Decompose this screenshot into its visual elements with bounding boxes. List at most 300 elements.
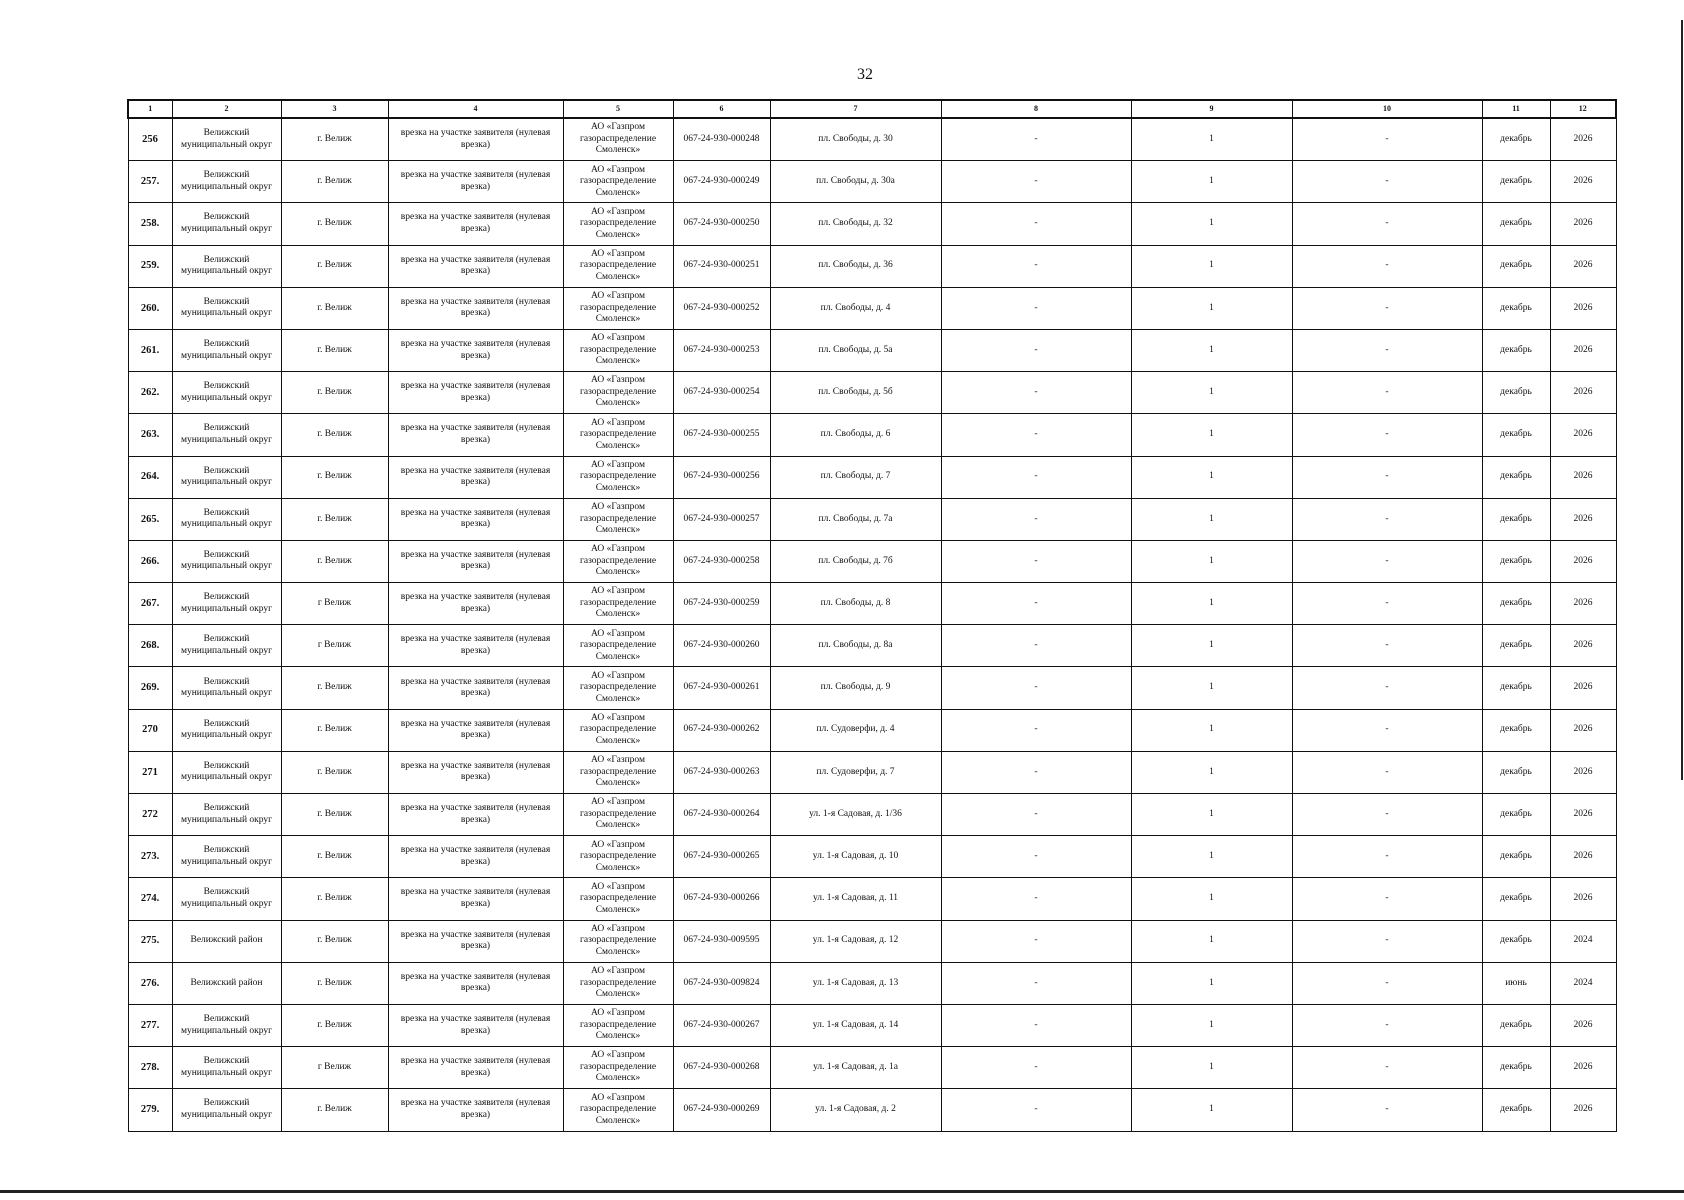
column-header-10: 10 bbox=[1292, 100, 1482, 118]
table-row bbox=[128, 203, 1616, 245]
work-type-cell: врезка на участке заявителя (нулевая врезка) bbox=[388, 287, 563, 329]
header-row bbox=[128, 100, 1616, 118]
column-9-cell: 1 bbox=[1131, 540, 1292, 582]
organization-cell: АО «Газпром газораспределение Смоленск» bbox=[563, 456, 673, 498]
column-9-cell: 1 bbox=[1131, 794, 1292, 836]
column-10-cell: - bbox=[1292, 456, 1482, 498]
year-cell: 2026 bbox=[1550, 878, 1616, 920]
district-cell: Велижский район bbox=[172, 920, 281, 962]
city-cell: г. Велиж bbox=[281, 161, 388, 203]
object-code-cell: 067-24-930-000258 bbox=[673, 540, 770, 582]
address-cell: ул. 1-я Садовая, д. 10 bbox=[770, 836, 941, 878]
organization-cell: АО «Газпром газораспределение Смоленск» bbox=[563, 1004, 673, 1046]
column-8-cell: - bbox=[941, 920, 1131, 962]
year-cell: 2026 bbox=[1550, 203, 1616, 245]
work-type-cell: врезка на участке заявителя (нулевая врезка) bbox=[388, 962, 563, 1004]
district-cell: Велижский муниципальный округ bbox=[172, 287, 281, 329]
column-header-1: 1 bbox=[128, 100, 172, 118]
district-cell: Велижский муниципальный округ bbox=[172, 372, 281, 414]
city-cell: г. Велиж bbox=[281, 1089, 388, 1131]
column-9-cell: 1 bbox=[1131, 878, 1292, 920]
table-row bbox=[128, 245, 1616, 287]
month-cell: декабрь bbox=[1482, 878, 1550, 920]
row-number: 279. bbox=[128, 1089, 172, 1131]
column-10-cell: - bbox=[1292, 583, 1482, 625]
row-number: 278. bbox=[128, 1047, 172, 1089]
city-cell: г. Велиж bbox=[281, 920, 388, 962]
month-cell: декабрь bbox=[1482, 161, 1550, 203]
month-cell: декабрь bbox=[1482, 794, 1550, 836]
work-type-cell: врезка на участке заявителя (нулевая врезка) bbox=[388, 245, 563, 287]
table-header bbox=[128, 100, 1616, 118]
column-10-cell: - bbox=[1292, 118, 1482, 161]
district-cell: Велижский муниципальный округ bbox=[172, 161, 281, 203]
column-header-7: 7 bbox=[770, 100, 941, 118]
organization-cell: АО «Газпром газораспределение Смоленск» bbox=[563, 709, 673, 751]
year-cell: 2026 bbox=[1550, 540, 1616, 582]
object-code-cell: 067-24-930-000255 bbox=[673, 414, 770, 456]
table-row bbox=[128, 920, 1616, 962]
organization-cell: АО «Газпром газораспределение Смоленск» bbox=[563, 962, 673, 1004]
year-cell: 2026 bbox=[1550, 161, 1616, 203]
year-cell: 2026 bbox=[1550, 751, 1616, 793]
city-cell: г. Велиж bbox=[281, 836, 388, 878]
organization-cell: АО «Газпром газораспределение Смоленск» bbox=[563, 836, 673, 878]
organization-cell: АО «Газпром газораспределение Смоленск» bbox=[563, 1089, 673, 1131]
table-row bbox=[128, 372, 1616, 414]
row-number: 264. bbox=[128, 456, 172, 498]
column-9-cell: 1 bbox=[1131, 372, 1292, 414]
month-cell: декабрь bbox=[1482, 287, 1550, 329]
column-8-cell: - bbox=[941, 1047, 1131, 1089]
district-cell: Велижский муниципальный округ bbox=[172, 667, 281, 709]
address-cell: пл. Свободы, д. 7 bbox=[770, 456, 941, 498]
column-header-2: 2 bbox=[172, 100, 281, 118]
organization-cell: АО «Газпром газораспределение Смоленск» bbox=[563, 329, 673, 371]
district-cell: Велижский муниципальный округ bbox=[172, 1047, 281, 1089]
column-9-cell: 1 bbox=[1131, 836, 1292, 878]
district-cell: Велижский район bbox=[172, 962, 281, 1004]
month-cell: декабрь bbox=[1482, 372, 1550, 414]
column-9-cell: 1 bbox=[1131, 329, 1292, 371]
row-number: 256 bbox=[128, 118, 172, 161]
address-cell: ул. 1-я Садовая, д. 11 bbox=[770, 878, 941, 920]
month-cell: декабрь bbox=[1482, 1004, 1550, 1046]
column-10-cell: - bbox=[1292, 203, 1482, 245]
year-cell: 2026 bbox=[1550, 709, 1616, 751]
row-number: 272 bbox=[128, 794, 172, 836]
column-8-cell: - bbox=[941, 878, 1131, 920]
year-cell: 2026 bbox=[1550, 329, 1616, 371]
column-8-cell: - bbox=[941, 245, 1131, 287]
table-row bbox=[128, 583, 1616, 625]
table-row bbox=[128, 836, 1616, 878]
row-number: 257. bbox=[128, 161, 172, 203]
column-9-cell: 1 bbox=[1131, 1089, 1292, 1131]
column-8-cell: - bbox=[941, 498, 1131, 540]
column-10-cell: - bbox=[1292, 962, 1482, 1004]
row-number: 269. bbox=[128, 667, 172, 709]
district-cell: Велижский муниципальный округ bbox=[172, 625, 281, 667]
address-cell: ул. 1-я Садовая, д. 14 bbox=[770, 1004, 941, 1046]
row-number: 270 bbox=[128, 709, 172, 751]
column-8-cell: - bbox=[941, 794, 1131, 836]
object-code-cell: 067-24-930-000263 bbox=[673, 751, 770, 793]
object-code-cell: 067-24-930-000266 bbox=[673, 878, 770, 920]
address-cell: пл. Свободы, д. 30 bbox=[770, 118, 941, 161]
city-cell: г. Велиж bbox=[281, 962, 388, 1004]
column-header-9: 9 bbox=[1131, 100, 1292, 118]
address-cell: ул. 1-я Садовая, д. 12 bbox=[770, 920, 941, 962]
column-8-cell: - bbox=[941, 836, 1131, 878]
column-8-cell: - bbox=[941, 709, 1131, 751]
table-row bbox=[128, 751, 1616, 793]
row-number: 258. bbox=[128, 203, 172, 245]
address-cell: ул. 1-я Садовая, д. 13 bbox=[770, 962, 941, 1004]
table-body bbox=[128, 118, 1616, 1131]
address-cell: пл. Свободы, д. 32 bbox=[770, 203, 941, 245]
column-8-cell: - bbox=[941, 667, 1131, 709]
column-9-cell: 1 bbox=[1131, 583, 1292, 625]
table-row bbox=[128, 498, 1616, 540]
object-code-cell: 067-24-930-009824 bbox=[673, 962, 770, 1004]
column-header-6: 6 bbox=[673, 100, 770, 118]
work-type-cell: врезка на участке заявителя (нулевая врезка) bbox=[388, 161, 563, 203]
organization-cell: АО «Газпром газораспределение Смоленск» bbox=[563, 1047, 673, 1089]
table-row bbox=[128, 709, 1616, 751]
month-cell: июнь bbox=[1482, 962, 1550, 1004]
work-type-cell: врезка на участке заявителя (нулевая врезка) bbox=[388, 414, 563, 456]
column-8-cell: - bbox=[941, 372, 1131, 414]
object-code-cell: 067-24-930-000260 bbox=[673, 625, 770, 667]
month-cell: декабрь bbox=[1482, 920, 1550, 962]
city-cell: г. Велиж bbox=[281, 456, 388, 498]
column-9-cell: 1 bbox=[1131, 118, 1292, 161]
organization-cell: АО «Газпром газораспределение Смоленск» bbox=[563, 203, 673, 245]
column-8-cell: - bbox=[941, 161, 1131, 203]
work-type-cell: врезка на участке заявителя (нулевая врезка) bbox=[388, 1047, 563, 1089]
table-row bbox=[128, 962, 1616, 1004]
city-cell: г. Велиж bbox=[281, 540, 388, 582]
organization-cell: АО «Газпром газораспределение Смоленск» bbox=[563, 878, 673, 920]
column-header-5: 5 bbox=[563, 100, 673, 118]
column-9-cell: 1 bbox=[1131, 962, 1292, 1004]
table-row bbox=[128, 329, 1616, 371]
work-type-cell: врезка на участке заявителя (нулевая врезка) bbox=[388, 372, 563, 414]
year-cell: 2026 bbox=[1550, 794, 1616, 836]
column-header-8: 8 bbox=[941, 100, 1131, 118]
table-row bbox=[128, 794, 1616, 836]
year-cell: 2026 bbox=[1550, 1004, 1616, 1046]
table-row bbox=[128, 1089, 1616, 1131]
year-cell: 2026 bbox=[1550, 498, 1616, 540]
city-cell: г. Велиж bbox=[281, 118, 388, 161]
column-8-cell: - bbox=[941, 583, 1131, 625]
address-cell: пл. Свободы, д. 9 bbox=[770, 667, 941, 709]
month-cell: декабрь bbox=[1482, 1047, 1550, 1089]
column-10-cell: - bbox=[1292, 667, 1482, 709]
work-type-cell: врезка на участке заявителя (нулевая врезка) bbox=[388, 203, 563, 245]
month-cell: декабрь bbox=[1482, 625, 1550, 667]
city-cell: г. Велиж bbox=[281, 709, 388, 751]
column-9-cell: 1 bbox=[1131, 203, 1292, 245]
column-9-cell: 1 bbox=[1131, 245, 1292, 287]
address-cell: пл. Свободы, д. 4 bbox=[770, 287, 941, 329]
address-cell: ул. 1-я Садовая, д. 2 bbox=[770, 1089, 941, 1131]
column-9-cell: 1 bbox=[1131, 1047, 1292, 1089]
column-8-cell: - bbox=[941, 456, 1131, 498]
scan-edge-line bbox=[1681, 20, 1683, 780]
year-cell: 2026 bbox=[1550, 1089, 1616, 1131]
address-cell: пл. Свободы, д. 5б bbox=[770, 372, 941, 414]
organization-cell: АО «Газпром газораспределение Смоленск» bbox=[563, 583, 673, 625]
city-cell: г. Велиж bbox=[281, 1004, 388, 1046]
table-row bbox=[128, 667, 1616, 709]
object-code-cell: 067-24-930-000248 bbox=[673, 118, 770, 161]
district-cell: Велижский муниципальный округ bbox=[172, 540, 281, 582]
month-cell: декабрь bbox=[1482, 245, 1550, 287]
column-8-cell: - bbox=[941, 203, 1131, 245]
organization-cell: АО «Газпром газораспределение Смоленск» bbox=[563, 920, 673, 962]
address-cell: пл. Свободы, д. 36 bbox=[770, 245, 941, 287]
row-number: 268. bbox=[128, 625, 172, 667]
column-9-cell: 1 bbox=[1131, 161, 1292, 203]
row-number: 275. bbox=[128, 920, 172, 962]
object-code-cell: 067-24-930-009595 bbox=[673, 920, 770, 962]
work-type-cell: врезка на участке заявителя (нулевая врезка) bbox=[388, 794, 563, 836]
month-cell: декабрь bbox=[1482, 583, 1550, 625]
row-number: 276. bbox=[128, 962, 172, 1004]
month-cell: декабрь bbox=[1482, 414, 1550, 456]
column-10-cell: - bbox=[1292, 540, 1482, 582]
table-row bbox=[128, 878, 1616, 920]
column-10-cell: - bbox=[1292, 414, 1482, 456]
column-8-cell: - bbox=[941, 625, 1131, 667]
year-cell: 2026 bbox=[1550, 287, 1616, 329]
column-10-cell: - bbox=[1292, 920, 1482, 962]
month-cell: декабрь bbox=[1482, 118, 1550, 161]
column-8-cell: - bbox=[941, 329, 1131, 371]
object-code-cell: 067-24-930-000264 bbox=[673, 794, 770, 836]
work-type-cell: врезка на участке заявителя (нулевая врезка) bbox=[388, 1089, 563, 1131]
organization-cell: АО «Газпром газораспределение Смоленск» bbox=[563, 414, 673, 456]
month-cell: декабрь bbox=[1482, 498, 1550, 540]
city-cell: г. Велиж bbox=[281, 794, 388, 836]
object-code-cell: 067-24-930-000265 bbox=[673, 836, 770, 878]
organization-cell: АО «Газпром газораспределение Смоленск» bbox=[563, 372, 673, 414]
column-8-cell: - bbox=[941, 118, 1131, 161]
row-number: 274. bbox=[128, 878, 172, 920]
work-type-cell: врезка на участке заявителя (нулевая врезка) bbox=[388, 709, 563, 751]
column-8-cell: - bbox=[941, 540, 1131, 582]
column-9-cell: 1 bbox=[1131, 456, 1292, 498]
gas-connection-table-container bbox=[127, 99, 1615, 1132]
table-row bbox=[128, 1047, 1616, 1089]
column-9-cell: 1 bbox=[1131, 709, 1292, 751]
district-cell: Велижский муниципальный округ bbox=[172, 751, 281, 793]
organization-cell: АО «Газпром газораспределение Смоленск» bbox=[563, 625, 673, 667]
work-type-cell: врезка на участке заявителя (нулевая врезка) bbox=[388, 118, 563, 161]
column-9-cell: 1 bbox=[1131, 498, 1292, 540]
district-cell: Велижский муниципальный округ bbox=[172, 1004, 281, 1046]
column-10-cell: - bbox=[1292, 794, 1482, 836]
address-cell: пл. Свободы, д. 7а bbox=[770, 498, 941, 540]
organization-cell: АО «Газпром газораспределение Смоленск» bbox=[563, 245, 673, 287]
work-type-cell: врезка на участке заявителя (нулевая врезка) bbox=[388, 540, 563, 582]
district-cell: Велижский муниципальный округ bbox=[172, 583, 281, 625]
object-code-cell: 067-24-930-000250 bbox=[673, 203, 770, 245]
city-cell: г. Велиж bbox=[281, 372, 388, 414]
column-10-cell: - bbox=[1292, 878, 1482, 920]
address-cell: пл. Свободы, д. 30а bbox=[770, 161, 941, 203]
address-cell: ул. 1-я Садовая, д. 1а bbox=[770, 1047, 941, 1089]
object-code-cell: 067-24-930-000254 bbox=[673, 372, 770, 414]
year-cell: 2026 bbox=[1550, 372, 1616, 414]
month-cell: декабрь bbox=[1482, 667, 1550, 709]
column-10-cell: - bbox=[1292, 1089, 1482, 1131]
column-header-11: 11 bbox=[1482, 100, 1550, 118]
object-code-cell: 067-24-930-000252 bbox=[673, 287, 770, 329]
table-row bbox=[128, 540, 1616, 582]
city-cell: г. Велиж bbox=[281, 245, 388, 287]
column-10-cell: - bbox=[1292, 751, 1482, 793]
district-cell: Велижский муниципальный округ bbox=[172, 1089, 281, 1131]
year-cell: 2026 bbox=[1550, 414, 1616, 456]
object-code-cell: 067-24-930-000253 bbox=[673, 329, 770, 371]
year-cell: 2024 bbox=[1550, 962, 1616, 1004]
month-cell: декабрь bbox=[1482, 751, 1550, 793]
object-code-cell: 067-24-930-000262 bbox=[673, 709, 770, 751]
organization-cell: АО «Газпром газораспределение Смоленск» bbox=[563, 794, 673, 836]
city-cell: г. Велиж bbox=[281, 498, 388, 540]
column-9-cell: 1 bbox=[1131, 667, 1292, 709]
organization-cell: АО «Газпром газораспределение Смоленск» bbox=[563, 540, 673, 582]
work-type-cell: врезка на участке заявителя (нулевая врезка) bbox=[388, 1004, 563, 1046]
column-9-cell: 1 bbox=[1131, 751, 1292, 793]
table-row bbox=[128, 456, 1616, 498]
table-row bbox=[128, 1004, 1616, 1046]
district-cell: Велижский муниципальный округ bbox=[172, 878, 281, 920]
city-cell: г. Велиж bbox=[281, 203, 388, 245]
object-code-cell: 067-24-930-000251 bbox=[673, 245, 770, 287]
organization-cell: АО «Газпром газораспределение Смоленск» bbox=[563, 751, 673, 793]
column-10-cell: - bbox=[1292, 625, 1482, 667]
district-cell: Велижский муниципальный округ bbox=[172, 456, 281, 498]
row-number: 271 bbox=[128, 751, 172, 793]
object-code-cell: 067-24-930-000256 bbox=[673, 456, 770, 498]
table-row bbox=[128, 625, 1616, 667]
year-cell: 2026 bbox=[1550, 836, 1616, 878]
row-number: 260. bbox=[128, 287, 172, 329]
city-cell: г Велиж bbox=[281, 625, 388, 667]
city-cell: г. Велиж bbox=[281, 329, 388, 371]
district-cell: Велижский муниципальный округ bbox=[172, 203, 281, 245]
row-number: 277. bbox=[128, 1004, 172, 1046]
month-cell: декабрь bbox=[1482, 540, 1550, 582]
district-cell: Велижский муниципальный округ bbox=[172, 498, 281, 540]
work-type-cell: врезка на участке заявителя (нулевая врезка) bbox=[388, 456, 563, 498]
work-type-cell: врезка на участке заявителя (нулевая врезка) bbox=[388, 920, 563, 962]
column-10-cell: - bbox=[1292, 1004, 1482, 1046]
column-10-cell: - bbox=[1292, 329, 1482, 371]
column-header-3: 3 bbox=[281, 100, 388, 118]
row-number: 267. bbox=[128, 583, 172, 625]
year-cell: 2026 bbox=[1550, 456, 1616, 498]
year-cell: 2024 bbox=[1550, 920, 1616, 962]
column-8-cell: - bbox=[941, 414, 1131, 456]
column-8-cell: - bbox=[941, 287, 1131, 329]
column-8-cell: - bbox=[941, 1004, 1131, 1046]
year-cell: 2026 bbox=[1550, 625, 1616, 667]
work-type-cell: врезка на участке заявителя (нулевая врезка) bbox=[388, 836, 563, 878]
row-number: 266. bbox=[128, 540, 172, 582]
address-cell: пл. Судоверфи, д. 7 bbox=[770, 751, 941, 793]
column-9-cell: 1 bbox=[1131, 625, 1292, 667]
object-code-cell: 067-24-930-000268 bbox=[673, 1047, 770, 1089]
year-cell: 2026 bbox=[1550, 118, 1616, 161]
year-cell: 2026 bbox=[1550, 1047, 1616, 1089]
district-cell: Велижский муниципальный округ bbox=[172, 329, 281, 371]
month-cell: декабрь bbox=[1482, 329, 1550, 371]
object-code-cell: 067-24-930-000259 bbox=[673, 583, 770, 625]
table-row bbox=[128, 161, 1616, 203]
address-cell: пл. Свободы, д. 8а bbox=[770, 625, 941, 667]
city-cell: г. Велиж bbox=[281, 287, 388, 329]
city-cell: г. Велиж bbox=[281, 878, 388, 920]
column-10-cell: - bbox=[1292, 287, 1482, 329]
address-cell: пл. Судоверфи, д. 4 bbox=[770, 709, 941, 751]
organization-cell: АО «Газпром газораспределение Смоленск» bbox=[563, 667, 673, 709]
column-10-cell: - bbox=[1292, 161, 1482, 203]
row-number: 263. bbox=[128, 414, 172, 456]
city-cell: г Велиж bbox=[281, 583, 388, 625]
organization-cell: АО «Газпром газораспределение Смоленск» bbox=[563, 118, 673, 161]
object-code-cell: 067-24-930-000257 bbox=[673, 498, 770, 540]
city-cell: г Велиж bbox=[281, 1047, 388, 1089]
column-8-cell: - bbox=[941, 751, 1131, 793]
column-9-cell: 1 bbox=[1131, 1004, 1292, 1046]
district-cell: Велижский муниципальный округ bbox=[172, 414, 281, 456]
column-10-cell: - bbox=[1292, 372, 1482, 414]
month-cell: декабрь bbox=[1482, 203, 1550, 245]
district-cell: Велижский муниципальный округ bbox=[172, 118, 281, 161]
page-number: 32 bbox=[857, 66, 873, 83]
organization-cell: АО «Газпром газораспределение Смоленск» bbox=[563, 498, 673, 540]
district-cell: Велижский муниципальный округ bbox=[172, 794, 281, 836]
organization-cell: АО «Газпром газораспределение Смоленск» bbox=[563, 161, 673, 203]
table-row bbox=[128, 414, 1616, 456]
address-cell: пл. Свободы, д. 6 bbox=[770, 414, 941, 456]
object-code-cell: 067-24-930-000261 bbox=[673, 667, 770, 709]
column-9-cell: 1 bbox=[1131, 920, 1292, 962]
work-type-cell: врезка на участке заявителя (нулевая врезка) bbox=[388, 625, 563, 667]
work-type-cell: врезка на участке заявителя (нулевая врезка) bbox=[388, 583, 563, 625]
month-cell: декабрь bbox=[1482, 1089, 1550, 1131]
scan-bottom-line bbox=[0, 1190, 1684, 1193]
district-cell: Велижский муниципальный округ bbox=[172, 709, 281, 751]
column-9-cell: 1 bbox=[1131, 287, 1292, 329]
column-10-cell: - bbox=[1292, 836, 1482, 878]
city-cell: г. Велиж bbox=[281, 414, 388, 456]
year-cell: 2026 bbox=[1550, 667, 1616, 709]
object-code-cell: 067-24-930-000249 bbox=[673, 161, 770, 203]
table-row bbox=[128, 118, 1616, 161]
column-10-cell: - bbox=[1292, 245, 1482, 287]
work-type-cell: врезка на участке заявителя (нулевая врезка) bbox=[388, 329, 563, 371]
column-10-cell: - bbox=[1292, 498, 1482, 540]
object-code-cell: 067-24-930-000269 bbox=[673, 1089, 770, 1131]
address-cell: ул. 1-я Садовая, д. 1/36 bbox=[770, 794, 941, 836]
